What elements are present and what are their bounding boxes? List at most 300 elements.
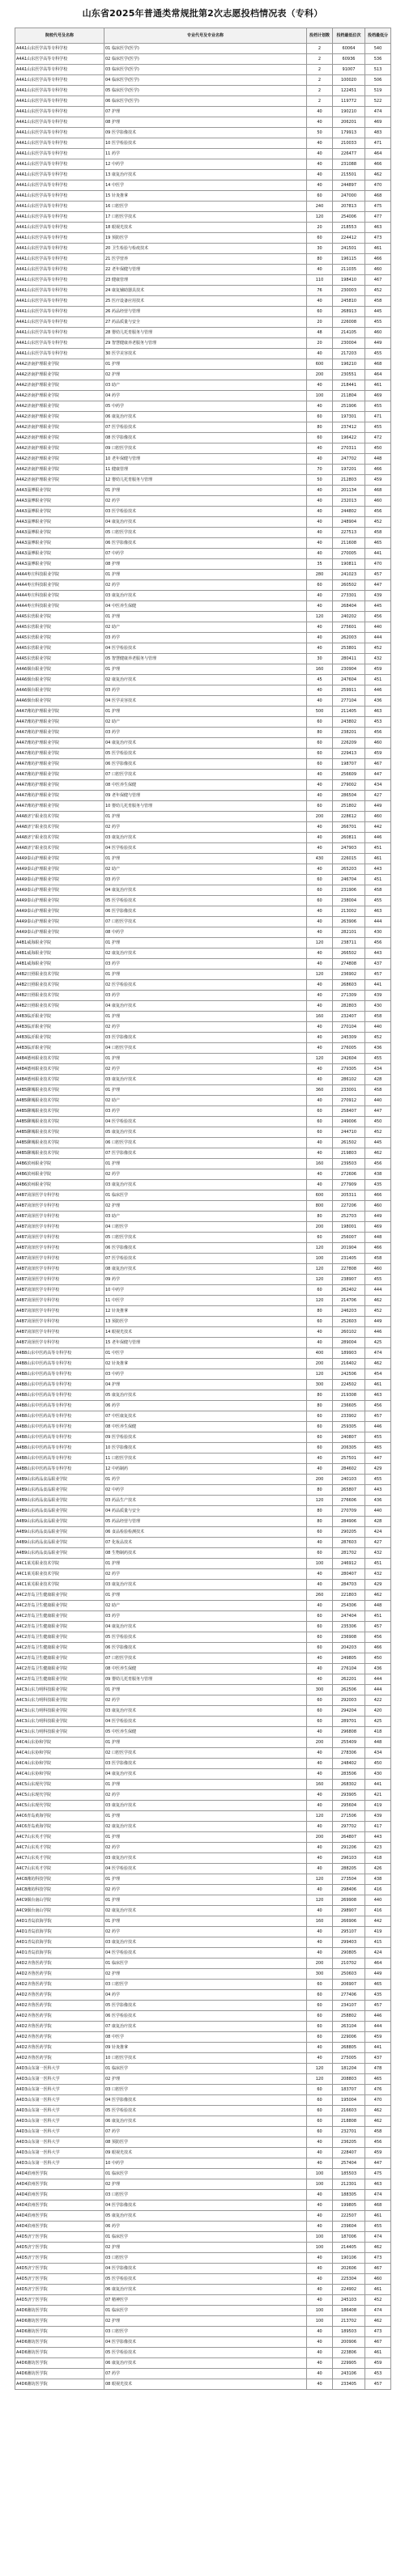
cell-rank: 274808 [333, 959, 365, 970]
cell-major: 07 康复治疗技术 [104, 2022, 307, 2032]
table-row [15, 265, 391, 275]
cell-school: A4A1山东医学高等专科学校 [15, 65, 104, 75]
table-row [15, 1411, 391, 1422]
table-row [15, 54, 391, 65]
cell-plan: 40 [307, 1937, 333, 1948]
cell-plan: 280 [307, 570, 333, 580]
cell-major: 01 护理 [104, 1874, 307, 1885]
table-row [15, 780, 391, 791]
cell-major: 06 医学影像技术 [104, 759, 307, 770]
cell-major: 05 医学检验技术 [104, 749, 307, 759]
cell-school: A4B3临沂职业学院 [15, 1033, 104, 1043]
cell-plan: 160 [307, 1780, 333, 1790]
cell-school: A4C2青岛卫生健康职业学院 [15, 1601, 104, 1611]
cell-plan: 40 [307, 1454, 333, 1464]
cell-school: A4B7菏泽医学专科学校 [15, 1285, 104, 1296]
cell-major: 03 药学 [104, 1106, 307, 1117]
cell-score: 469 [365, 117, 391, 128]
cell-school: A4A1山东医学高等专科学校 [15, 149, 104, 159]
cell-school: A4B5聊城职业技术学院 [15, 1117, 104, 1127]
table-row [15, 65, 391, 75]
cell-plan: 40 [307, 980, 333, 991]
cell-plan: 40 [307, 1338, 333, 1348]
cell-plan: 40 [307, 2274, 333, 2285]
cell-school: A4C3山东力明科技职业学院 [15, 1706, 104, 1717]
cell-rank: 263104 [333, 2022, 365, 2032]
cell-school: A4C2青岛卫生健康职业学院 [15, 1674, 104, 1685]
cell-rank: 236902 [333, 970, 365, 980]
cell-plan: 40 [307, 528, 333, 538]
table-row [15, 44, 391, 54]
cell-major: 05 口腔医学技术 [104, 1233, 307, 1243]
cell-rank: 238711 [333, 938, 365, 948]
cell-rank: 224502 [333, 1380, 365, 1390]
table-row [15, 1832, 391, 1843]
cell-school: A4C3山东力明科技职业学院 [15, 1727, 104, 1738]
cell-school: A4A7潍坊护理职业学院 [15, 738, 104, 749]
cell-score: 459 [365, 475, 391, 486]
table-row [15, 612, 391, 622]
cell-school: A4A1山东医学高等专科学校 [15, 44, 104, 54]
cell-major: 03 医学影像技术 [104, 1033, 307, 1043]
cell-rank: 226209 [333, 738, 365, 749]
cell-school: A4A7潍坊护理职业学院 [15, 759, 104, 770]
cell-rank: 290205 [333, 1527, 365, 1538]
cell-major: 03 康复治疗技术 [104, 833, 307, 843]
cell-major: 03 助产 [104, 1212, 307, 1222]
table-row [15, 2158, 391, 2169]
cell-plan: 45 [307, 675, 333, 685]
cell-score: 448 [365, 1738, 391, 1748]
table-row [15, 433, 391, 443]
cell-school: A4A1山东医学高等专科学校 [15, 96, 104, 107]
table-row [15, 1811, 391, 1822]
cell-major: 11 健康管理 [104, 465, 307, 475]
cell-major: 01 护理 [104, 1085, 307, 1096]
cell-score: 424 [365, 1948, 391, 1959]
cell-score: 449 [365, 801, 391, 812]
table-row [15, 1422, 391, 1432]
table-row [15, 1233, 391, 1243]
cell-school: A4D5济宁医学院 [15, 2285, 104, 2295]
table-row [15, 180, 391, 191]
table-row [15, 549, 391, 559]
cell-rank: 219308 [333, 1390, 365, 1401]
cell-score: 447 [365, 770, 391, 780]
table-header-row [15, 28, 391, 44]
cell-rank: 214405 [333, 2243, 365, 2253]
cell-score: 432 [365, 654, 391, 664]
table-row [15, 75, 391, 86]
table-row [15, 1969, 391, 1980]
cell-score: 445 [365, 601, 391, 612]
cell-major: 07 化妆品技术 [104, 1538, 307, 1548]
cell-school: A4D1青岛滨海学院 [15, 1937, 104, 1948]
cell-school: A4D6潍坊医学院 [15, 2369, 104, 2379]
cell-major: 16 口腔医学 [104, 202, 307, 212]
cell-rank: 210702 [333, 1959, 365, 1969]
cell-major: 10 中药学 [104, 2158, 307, 2169]
cell-rank: 196115 [333, 254, 365, 265]
table-row [15, 422, 391, 433]
cell-rank: 276005 [333, 1043, 365, 1054]
cell-rank: 279305 [333, 1064, 365, 1075]
cell-score: 442 [365, 822, 391, 833]
cell-rank: 227513 [333, 528, 365, 538]
cell-school: A4A9泰山护理职业学院 [15, 906, 104, 917]
cell-plan: 40 [307, 2158, 333, 2169]
cell-major: 08 康复治疗技术 [104, 1264, 307, 1275]
cell-score: 473 [365, 233, 391, 244]
cell-score: 430 [365, 1001, 391, 1012]
cell-school: A4C2青岛卫生健康职业学院 [15, 1611, 104, 1622]
cell-plan: 60 [307, 2116, 333, 2127]
cell-plan: 100 [307, 2243, 333, 2253]
cell-school: A4A3淄博职业学院 [15, 538, 104, 549]
cell-score: 447 [365, 1454, 391, 1464]
cell-rank: 296808 [333, 1727, 365, 1738]
cell-rank: 266906 [333, 1916, 365, 1927]
cell-plan: 2 [307, 54, 333, 65]
cell-rank: 230904 [333, 664, 365, 675]
cell-rank: 201134 [333, 486, 365, 496]
cell-score: 468 [365, 486, 391, 496]
cell-score: 461 [365, 2285, 391, 2295]
cell-score: 439 [365, 591, 391, 601]
cell-plan: 40 [307, 1096, 333, 1106]
header-rank: 投档最低位次 [333, 28, 365, 44]
table-row [15, 2337, 391, 2348]
cell-rank: 262201 [333, 1674, 365, 1685]
cell-school: A4A2济南护理职业学院 [15, 475, 104, 486]
cell-rank: 207813 [333, 202, 365, 212]
cell-rank: 217203 [333, 349, 365, 359]
cell-school: A4C2青岛卫生健康职业学院 [15, 1622, 104, 1632]
cell-school: A4A2济南护理职业学院 [15, 412, 104, 422]
cell-school: A4A1山东医学高等专科学校 [15, 296, 104, 307]
table-row [15, 675, 391, 685]
cell-plan: 120 [307, 612, 333, 622]
cell-plan: 40 [307, 1748, 333, 1759]
cell-rank: 245103 [333, 2295, 365, 2306]
cell-school: A4D3山东第一医科大学 [15, 2116, 104, 2127]
cell-school: A4D1青岛滨海学院 [15, 1927, 104, 1937]
cell-score: 428 [365, 1517, 391, 1527]
cell-school: A4A1山东医学高等专科学校 [15, 275, 104, 286]
cell-score: 470 [365, 559, 391, 570]
cell-major: 08 生物制药技术 [104, 1548, 307, 1559]
cell-school: A4B5聊城职业技术学院 [15, 1096, 104, 1106]
cell-major: 12 中药制药 [104, 1464, 307, 1475]
cell-rank: 273301 [333, 591, 365, 601]
cell-score: 440 [365, 1022, 391, 1033]
table-row [15, 117, 391, 128]
cell-major: 02 药学 [104, 1927, 307, 1937]
cell-rank: 265807 [333, 1485, 365, 1496]
cell-score: 461 [365, 2348, 391, 2358]
cell-school: A4B7菏泽医学专科学校 [15, 1222, 104, 1233]
cell-score: 460 [365, 812, 391, 822]
cell-plan: 200 [307, 1222, 333, 1233]
cell-school: A4B2日照职业技术学院 [15, 980, 104, 991]
cell-school: A4A1山东医学高等专科学校 [15, 233, 104, 244]
table-row [15, 1012, 391, 1022]
table-row [15, 212, 391, 223]
cell-rank: 278306 [333, 1748, 365, 1759]
cell-major: 05 药品经营与管理 [104, 1517, 307, 1527]
cell-plan: 40 [307, 1075, 333, 1085]
cell-plan: 120 [307, 1369, 333, 1380]
cell-major: 06 康复治疗技术 [104, 2116, 307, 2127]
cell-score: 446 [365, 685, 391, 696]
cell-score: 462 [365, 1359, 391, 1369]
cell-plan: 40 [307, 2264, 333, 2274]
cell-school: A4D5济宁医学院 [15, 2264, 104, 2274]
table-row [15, 338, 391, 349]
cell-score: 519 [365, 86, 391, 96]
cell-score: 470 [365, 180, 391, 191]
cell-school: A4C6青岛黄海学院 [15, 1811, 104, 1822]
cell-score: 466 [365, 1243, 391, 1254]
table-row [15, 1475, 391, 1485]
cell-major: 01 护理 [104, 1895, 307, 1906]
table-row [15, 1590, 391, 1601]
cell-plan: 40 [307, 822, 333, 833]
cell-score: 466 [365, 1643, 391, 1653]
cell-plan: 40 [307, 791, 333, 801]
cell-plan: 60 [307, 2127, 333, 2137]
cell-plan: 40 [307, 1327, 333, 1338]
cell-rank: 197301 [333, 412, 365, 422]
table-row [15, 1643, 391, 1653]
cell-score: 416 [365, 1885, 391, 1895]
cell-score: 440 [365, 622, 391, 633]
cell-major: 30 医学美容技术 [104, 349, 307, 359]
cell-rank: 277104 [333, 696, 365, 707]
cell-rank: 236605 [333, 1401, 365, 1411]
cell-major: 26 药品经营与管理 [104, 307, 307, 317]
cell-major: 05 医学检验技术 [104, 2274, 307, 2285]
cell-score: 427 [365, 791, 391, 801]
cell-school: A4A6烟台职业学院 [15, 685, 104, 696]
cell-score: 476 [365, 2085, 391, 2095]
cell-school: A4D6潍坊医学院 [15, 2379, 104, 2390]
cell-school: A4B8山东中医药高等专科学校 [15, 1359, 104, 1369]
table-row [15, 2243, 391, 2253]
cell-major: 02 康复治疗技术 [104, 1906, 307, 1916]
cell-school: A4C3山东力明科技职业学院 [15, 1685, 104, 1695]
cell-plan: 20 [307, 223, 333, 233]
cell-major: 06 食品检验检测技术 [104, 1527, 307, 1538]
cell-rank: 287603 [333, 1538, 365, 1548]
cell-rank: 273504 [333, 1874, 365, 1885]
cell-major: 19 预防医学 [104, 233, 307, 244]
cell-rank: 232701 [333, 2127, 365, 2137]
cell-plan: 40 [307, 265, 333, 275]
table-body [15, 44, 391, 2390]
cell-school: A4A7潍坊护理职业学院 [15, 717, 104, 728]
cell-major: 10 医学检验技术 [104, 138, 307, 149]
cell-major: 03 药学 [104, 685, 307, 696]
cell-school: A4A5东营职业学院 [15, 654, 104, 664]
cell-major: 13 预防医学 [104, 1317, 307, 1327]
cell-plan: 40 [307, 833, 333, 843]
cell-major: 02 助产 [104, 1601, 307, 1611]
cell-plan: 160 [307, 664, 333, 675]
cell-rank: 241501 [333, 244, 365, 254]
cell-rank: 188305 [333, 2190, 365, 2200]
cell-rank: 243106 [333, 2369, 365, 2379]
cell-school: A4D5济宁医学院 [15, 2253, 104, 2264]
cell-rank: 189503 [333, 2327, 365, 2337]
cell-score: 459 [365, 2148, 391, 2158]
table-row [15, 1106, 391, 1117]
cell-score: 434 [365, 780, 391, 791]
cell-score: 452 [365, 1306, 391, 1317]
cell-school: A4A2济南护理职业学院 [15, 370, 104, 380]
cell-plan: 160 [307, 1012, 333, 1022]
cell-score: 473 [365, 2327, 391, 2337]
cell-rank: 251906 [333, 401, 365, 412]
cell-plan: 40 [307, 864, 333, 875]
cell-major: 04 医学检验技术 [104, 1948, 307, 1959]
cell-plan: 76 [307, 286, 333, 296]
cell-major: 02 护理 [104, 1201, 307, 1212]
cell-score: 455 [365, 2222, 391, 2232]
cell-score: 417 [365, 1822, 391, 1832]
cell-major: 04 药学 [104, 391, 307, 401]
cell-score: 467 [365, 275, 391, 286]
cell-rank: 215501 [333, 170, 365, 180]
table-row [15, 275, 391, 286]
table-row [15, 664, 391, 675]
cell-major: 01 护理 [104, 1590, 307, 1601]
cell-major: 03 助产 [104, 380, 307, 391]
table-row [15, 1738, 391, 1748]
cell-score: 429 [365, 1464, 391, 1475]
table-row [15, 1653, 391, 1664]
cell-major: 01 中医学 [104, 1348, 307, 1359]
cell-score: 455 [365, 317, 391, 328]
cell-rank: 206907 [333, 1980, 365, 1990]
table-row [15, 1275, 391, 1285]
cell-school: A4A9泰山护理职业学院 [15, 927, 104, 938]
cell-score: 434 [365, 1748, 391, 1759]
cell-score: 459 [365, 749, 391, 759]
cell-school: A4B8山东中医药高等专科学校 [15, 1411, 104, 1422]
cell-rank: 234107 [333, 2001, 365, 2011]
cell-major: 01 护理 [104, 812, 307, 822]
cell-score: 452 [365, 1127, 391, 1138]
cell-score: 456 [365, 1632, 391, 1643]
cell-school: A4B8山东中医药高等专科学校 [15, 1369, 104, 1380]
cell-score: 443 [365, 864, 391, 875]
cell-score: 451 [365, 1559, 391, 1569]
cell-rank: 270912 [333, 1096, 365, 1106]
cell-plan: 40 [307, 696, 333, 707]
cell-rank: 266502 [333, 948, 365, 959]
cell-school: A4C1莱芜职业技术学院 [15, 1559, 104, 1569]
cell-score: 440 [365, 1506, 391, 1517]
cell-score: 455 [365, 349, 391, 359]
cell-major: 07 中药学 [104, 549, 307, 559]
cell-score: 425 [365, 1717, 391, 1727]
cell-score: 446 [365, 1327, 391, 1338]
cell-plan: 120 [307, 1054, 333, 1064]
table-row [15, 770, 391, 780]
cell-major: 02 护理 [104, 1969, 307, 1980]
cell-school: A4C4山东协和学院 [15, 1759, 104, 1769]
cell-plan: 100 [307, 1254, 333, 1264]
table-row [15, 1874, 391, 1885]
header-major: 专业代号及专业名称 [104, 28, 307, 44]
cell-rank: 216402 [333, 1359, 365, 1369]
cell-score: 449 [365, 1969, 391, 1980]
cell-school: A4C5山东现代学院 [15, 1790, 104, 1801]
cell-major: 02 针灸推拿 [104, 1359, 307, 1369]
cell-rank: 227206 [333, 1201, 365, 1212]
cell-major: 03 药学 [104, 959, 307, 970]
cell-major: 01 护理 [104, 707, 307, 717]
cell-rank: 245309 [333, 1033, 365, 1043]
cell-plan: 50 [307, 128, 333, 138]
table-row [15, 812, 391, 822]
cell-rank: 286102 [333, 1075, 365, 1085]
cell-school: A4C4山东协和学院 [15, 1769, 104, 1780]
table-row [15, 528, 391, 538]
cell-plan: 120 [307, 212, 333, 223]
cell-score: 456 [365, 507, 391, 517]
cell-school: A4B2日照职业技术学院 [15, 1001, 104, 1012]
cell-plan: 60 [307, 412, 333, 422]
cell-rank: 260502 [333, 580, 365, 591]
cell-school: A4A1山东医学高等专科学校 [15, 328, 104, 338]
table-row [15, 2253, 391, 2264]
cell-plan: 60 [307, 1632, 333, 1643]
table-row [15, 707, 391, 717]
cell-rank: 258407 [333, 1106, 365, 1117]
cell-score: 459 [365, 2032, 391, 2043]
cell-plan: 60 [307, 885, 333, 896]
cell-major: 02 临床医学(医学) [104, 54, 307, 65]
cell-major: 11 药学 [104, 149, 307, 159]
cell-major: 04 药学 [104, 1990, 307, 2001]
cell-major: 08 眼视光技术 [104, 2379, 307, 2390]
cell-rank: 284703 [333, 1580, 365, 1590]
cell-plan: 40 [307, 1822, 333, 1832]
table-row [15, 917, 391, 927]
cell-rank: 268404 [333, 601, 365, 612]
cell-major: 01 护理 [104, 1012, 307, 1022]
cell-score: 444 [365, 1685, 391, 1695]
table-row [15, 1632, 391, 1643]
cell-score: 458 [365, 2127, 391, 2137]
cell-plan: 40 [307, 601, 333, 612]
cell-plan: 360 [307, 1085, 333, 1096]
cell-score: 451 [365, 875, 391, 885]
cell-rank: 218553 [333, 223, 365, 233]
cell-plan: 240 [307, 202, 333, 212]
cell-score: 440 [365, 1895, 391, 1906]
cell-school: A4B8山东中医药高等专科学校 [15, 1432, 104, 1443]
cell-score: 447 [365, 1106, 391, 1117]
cell-rank: 225304 [333, 2274, 365, 2285]
cell-plan: 60 [307, 2106, 333, 2116]
table-row [15, 1527, 391, 1538]
cell-major: 03 口腔医学 [104, 2085, 307, 2095]
cell-school: A4A1山东医学高等专科学校 [15, 212, 104, 223]
cell-major: 03 康复治疗技术 [104, 1075, 307, 1085]
